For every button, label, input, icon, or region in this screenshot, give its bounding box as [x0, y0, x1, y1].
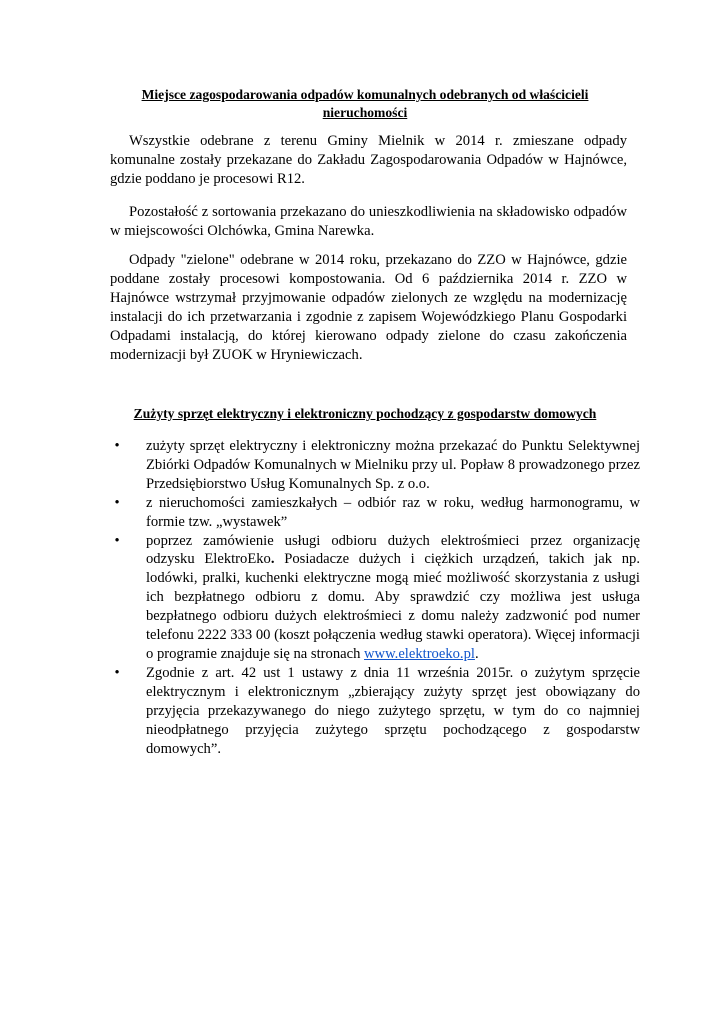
- list-item-text: Zgodnie z art. 42 ust 1 ustawy z dnia 11 września 2015r. o zużytym sprzęcie elektrycznym i elektronicznym „zbierający zużyty sprzęt jest obowiązany do przyjęcia przekazywanego do niego zużytego sprzętu, w tym do co najmniej nieodpłatnego przyjęcia zużytego sprzętu pochodzącego z gospodarstw domowych”.: [146, 664, 640, 757]
- list-item-pszok: [110, 437, 640, 494]
- list-item-text-end: .: [474, 645, 479, 662]
- elektroeko-link[interactable]: www.elektroeko.pl: [364, 645, 475, 662]
- electronic-waste-list: [110, 437, 640, 758]
- paragraph-sorting-residue: Pozostałość z sortowania przekazano do unieszkodliwienia na składowisko odpadów w miejscowości Olchówka, Gmina Narewka.: [110, 204, 627, 239]
- paragraph-mixed-waste: Wszystkie odebrane z terenu Gminy Mielnik w 2014 r. zmieszane odpady komunalne zostały przekazane do Zakładu Zagospodarowania Odpadów w Hajnówce, gdzie poddano je procesowi R12.: [110, 133, 627, 187]
- bullet-icon: •: [114, 532, 120, 549]
- list-item-text: z nieruchomości zamieszkałych – odbiór raz w roku, według harmonogramu, w formie tzw. „wystawek”: [146, 494, 640, 530]
- list-item-collection: [110, 494, 640, 532]
- list-item-text-bold: .: [270, 551, 275, 568]
- list-item-elektroeko: [110, 532, 640, 664]
- bullet-icon: •: [114, 664, 120, 681]
- section-title-electronic-waste: Zużyty sprzęt elektryczny i elektroniczny pochodzący z gospodarstw domowych: [133, 406, 597, 421]
- paragraph-green-waste: Odpady "zielone" odebrane w 2014 roku, przekazano do ZZO w Hajnówce, gdzie poddane zostały procesowi kompostowania. Od 6 października 2014 r. ZZO w Hajnówce wstrzymał przyjmowanie odpadów zielonych ze względu na modernizację instalacji do ich przetwarzania i zgodnie z zapisem Wojewódzkiego Planu Gospodarki Odpadami instalacją, do której kierowano odpady zielone do czasu zakończenia modernizacji był ZUOK w Hryniewiczach.: [110, 252, 627, 363]
- list-item-text-start: poprzez zamówienie usługi odbioru dużych elektrośmieci przez organizację odzysku ElektroEko: [146, 532, 640, 568]
- list-item-text: zużyty sprzęt elektryczny i elektroniczny można przekazać do Punktu Selektywnej Zbiórki Odpadów Komunalnych w Mielniku przy ul. Popław 8 prowadzonego przez Przedsiębiorstwo Usług Komunalnych Sp. z o.o.: [146, 438, 640, 492]
- bullet-icon: •: [114, 438, 120, 454]
- section-title-waste-management: Miejsce zagospodarowania odpadów komunalnych odebranych od właścicieli nieruchomości: [141, 87, 589, 120]
- bullet-icon: •: [114, 494, 120, 511]
- list-item-legal-basis: [110, 664, 640, 759]
- list-item-text-middle: Posiadacze dużych i ciężkich urządzeń, takich jak np. lodówki, pralki, kuchenki elektryczne mogą mieć możliwość skorzystania z usługi ich bezpłatnego odbioru z domu. Aby sprawdzić czy możliwa jest usługa bezpłatnego odbioru dużych elektrośmieci z domu należy zadzwonić pod numer telefonu 2222 333 00 (koszt połączenia według stawki operatora). Więcej informacji o programie znajduje się na stronach: [146, 551, 640, 662]
